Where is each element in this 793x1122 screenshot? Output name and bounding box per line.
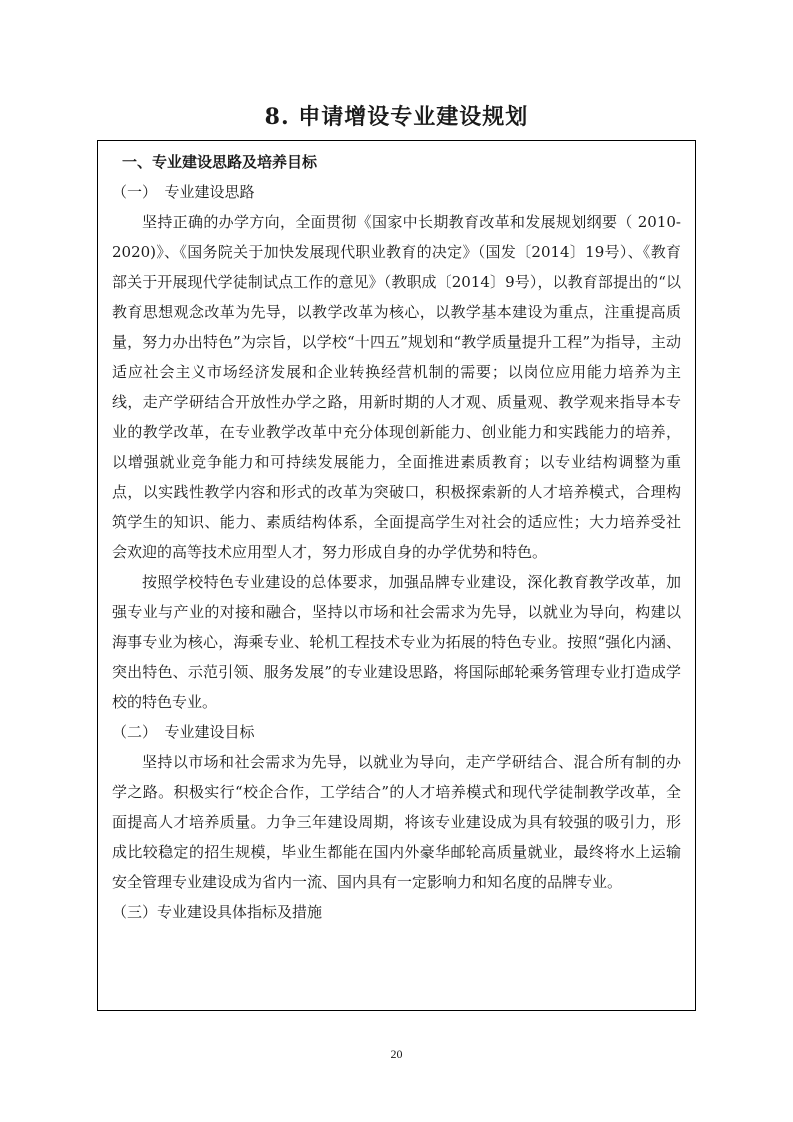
- paragraph-ideas-2: 按照学校特色专业建设的总体要求，加强品牌专业建设，深化教育教学改革，加强专业与产业的对接和融合，坚持以市场和社会需求为先导，以就业为导向，构建以海事专业为核心，海乘专业、轮机工程技术专业为拓展的特色专业。按照“强化内涵、突出特色、示范引领、服务发展”的专业建设思路，将国际邮轮乘务管理专业打造成学校的特色专业。: [112, 573, 681, 711]
- page-number: 20: [390, 1047, 403, 1061]
- subsection-heading-measures: （三）专业建设具体指标及措施: [112, 903, 323, 921]
- subsection-heading-ideas: （一） 专业建设思路: [112, 183, 255, 201]
- paragraph-goals-1: 坚持以市场和社会需求为先导，以就业为导向，走产学研结合、混合所有制的办学之路。积极实行“校企合作，工学结合”的人才培养模式和现代学徒制教学改革，全面提高人才培养质量。力争三年建设周期，将该专业建设成为具有较强的吸引力，形成比较稳定的招生规模，毕业生都能在国内外豪华邮轮高质量就业，最终将水上运输安全管理专业建设成为省内一流、国内具有一定影响力和知名度的品牌专业。: [112, 753, 681, 891]
- document-title: 8. 申请增设专业建设规划: [264, 104, 529, 130]
- paragraph-ideas-1: 坚持正确的办学方向，全面贯彻《国家中长期教育改革和发展规划纲要（ 2010- 2020)》、《国务院关于加快发展现代职业教育的决定》（国发〔2014〕19号）、《教育部关于开展现代学徒制试点工作的意见》（教职成〔2014〕9号），以教育部提出的“以教育思想观念改革为先导，以教学改革为核心，以教学基本建设为重点，注重提高质量，努力办出特色”为宗旨，以学校“十四五”规划和“教学质量提升工程”为指导，主动适应社会主义市场经济发展和企业转换经营机制的需要；以岗位应用能力培养为主线，走产学研结合开放性办学之路，用新时期的人才观、质量观、教学观来指导本专业的教学改革，在专业教学改革中充分体现创新能力、创业能力和实践能力的培养，以增强就业竞争能力和可持续发展能力，全面推进素质教育；以专业结构调整为重点，以实践性教学内容和形式的改革为突破口，积极探索新的人才培养模式，合理构筑学生的知识、能力、素质结构体系，全面提高学生对社会的适应性；大力培养受社会欢迎的高等技术应用型人才，努力形成自身的办学优势和特色。: [112, 213, 681, 561]
- section-heading: 一、专业建设思路及培养目标: [122, 153, 318, 171]
- subsection-heading-goals: （二） 专业建设目标: [112, 723, 255, 741]
- content-box: [97, 140, 696, 1011]
